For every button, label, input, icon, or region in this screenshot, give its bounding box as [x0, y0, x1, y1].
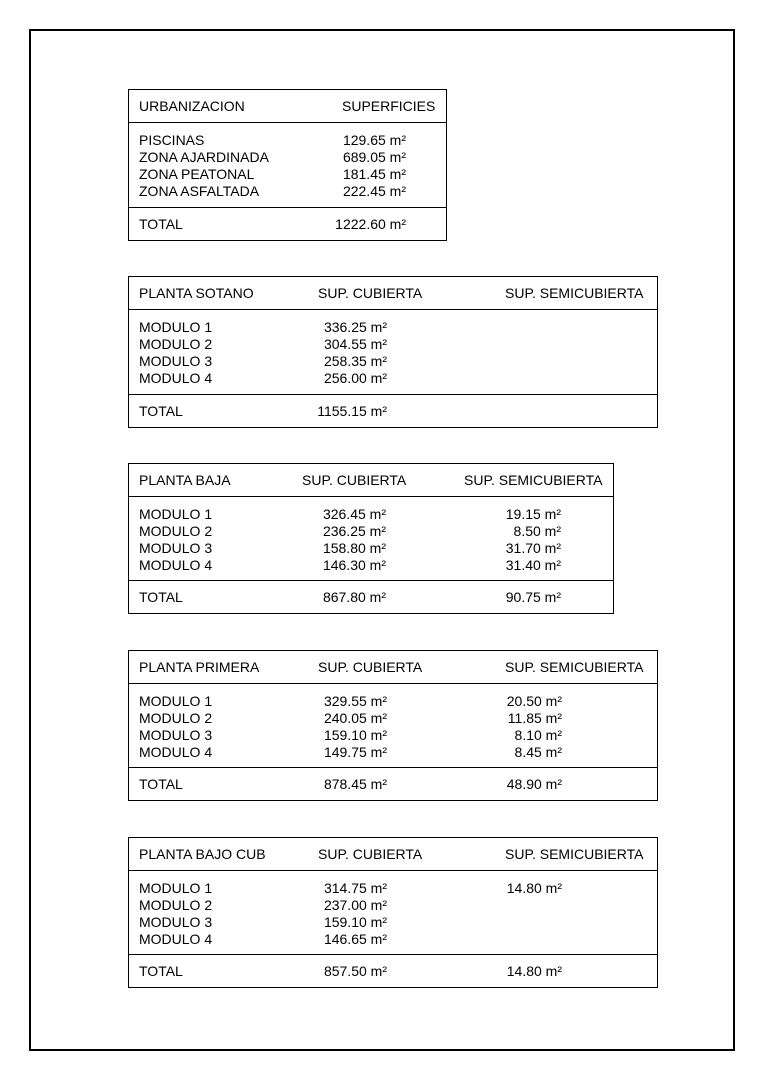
row-value: 222.45 m²: [342, 183, 406, 199]
total-cubierta: 867.80 m²: [322, 589, 386, 605]
table-footer: [129, 954, 657, 987]
row-cubierta: 329.55 m²: [323, 693, 387, 709]
row-cubierta: 158.80 m²: [322, 540, 386, 556]
header-planta: PLANTA SOTANO: [139, 285, 254, 301]
header-planta: PLANTA BAJA: [139, 472, 231, 488]
total-label: TOTAL: [139, 403, 183, 419]
row-label: MODULO 2: [139, 523, 213, 539]
row-semicubierta: 19.15 m²: [505, 506, 561, 522]
header-cubierta: SUP. CUBIERTA: [302, 472, 407, 488]
planta-baja-table: [128, 463, 614, 614]
row-label: MODULO 4: [139, 931, 213, 947]
header-semicubierta: SUP. SEMICUBIERTA: [505, 659, 644, 675]
total-label: TOTAL: [139, 963, 183, 979]
total-semicubierta: 48.90 m²: [506, 776, 562, 792]
row-cubierta: 336.25 m²: [323, 319, 387, 335]
table-footer: [129, 767, 657, 800]
row-label: MODULO 2: [139, 710, 213, 726]
header-semicubierta: SUP. SEMICUBIERTA: [505, 285, 644, 301]
row-label: ZONA AJARDINADA: [139, 149, 269, 165]
table-footer: [129, 394, 657, 427]
header-planta: PLANTA PRIMERA: [139, 659, 260, 675]
row-value: 689.05 m²: [342, 149, 406, 165]
row-cubierta: 159.10 m²: [323, 914, 387, 930]
total-semicubierta: 90.75 m²: [505, 589, 561, 605]
row-semicubierta: 8.10 m²: [514, 727, 562, 743]
row-cubierta: 159.10 m²: [323, 727, 387, 743]
row-label: ZONA ASFALTADA: [139, 183, 260, 199]
total-value: 1222.60 m²: [335, 216, 406, 232]
planta-primera-table: [128, 650, 658, 801]
total-cubierta: 857.50 m²: [323, 963, 387, 979]
header-planta: PLANTA BAJO CUB: [139, 846, 266, 862]
row-cubierta: 314.75 m²: [323, 880, 387, 896]
row-cubierta: 237.00 m²: [323, 897, 387, 913]
header-semicubierta: SUP. SEMICUBIERTA: [505, 846, 644, 862]
total-cubierta: 878.45 m²: [323, 776, 387, 792]
row-cubierta: 146.65 m²: [323, 931, 387, 947]
row-cubierta: 256.00 m²: [323, 370, 387, 386]
header-semicubierta: SUP. SEMICUBIERTA: [464, 472, 603, 488]
row-label: MODULO 3: [139, 540, 213, 556]
row-label: MODULO 3: [139, 914, 213, 930]
row-semicubierta: 11.85 m²: [507, 710, 562, 726]
planta-bajo-cub-table: [128, 837, 658, 988]
row-label: MODULO 4: [139, 744, 213, 760]
row-label: ZONA PEATONAL: [139, 166, 255, 182]
row-label: MODULO 1: [139, 319, 213, 335]
row-semicubierta: 31.70 m²: [505, 540, 561, 556]
row-semicubierta: 31.40 m²: [505, 557, 561, 573]
row-semicubierta: 14.80 m²: [506, 880, 562, 896]
total-label: TOTAL: [139, 589, 183, 605]
table-header: [129, 464, 613, 497]
table-header: [129, 90, 446, 123]
row-label: MODULO 1: [139, 693, 213, 709]
header-cubierta: SUP. CUBIERTA: [318, 659, 423, 675]
planta-sotano-table: [128, 276, 658, 428]
header-cubierta: SUP. CUBIERTA: [318, 285, 423, 301]
row-semicubierta: 20.50 m²: [506, 693, 562, 709]
table-header: [129, 838, 657, 871]
row-label: MODULO 2: [139, 897, 213, 913]
header-label: URBANIZACION: [139, 98, 245, 114]
urbanizacion-table: [128, 89, 447, 241]
row-semicubierta: 8.50 m²: [513, 523, 561, 539]
row-label: MODULO 3: [139, 353, 213, 369]
row-cubierta: 236.25 m²: [322, 523, 386, 539]
row-label: MODULO 1: [139, 880, 213, 896]
row-label: MODULO 4: [139, 370, 213, 386]
row-label: MODULO 3: [139, 727, 213, 743]
total-label: TOTAL: [139, 216, 183, 232]
row-cubierta: 258.35 m²: [323, 353, 387, 369]
row-semicubierta: 8.45 m²: [514, 744, 562, 760]
row-label: MODULO 4: [139, 557, 213, 573]
row-label: MODULO 1: [139, 506, 213, 522]
row-value: 129.65 m²: [342, 132, 406, 148]
row-cubierta: 149.75 m²: [323, 744, 387, 760]
row-label: MODULO 2: [139, 336, 213, 352]
row-cubierta: 146.30 m²: [322, 557, 386, 573]
row-value: 181.45 m²: [342, 166, 406, 182]
total-semicubierta: 14.80 m²: [506, 963, 562, 979]
total-label: TOTAL: [139, 776, 183, 792]
table-header: [129, 277, 657, 310]
header-cubierta: SUP. CUBIERTA: [318, 846, 423, 862]
header-superficies: SUPERFICIES: [342, 98, 436, 114]
table-footer: [129, 207, 446, 240]
row-cubierta: 304.55 m²: [323, 336, 387, 352]
row-label: PISCINAS: [139, 132, 205, 148]
total-cubierta: 1155.15 m²: [317, 403, 387, 419]
row-cubierta: 326.45 m²: [322, 506, 386, 522]
table-footer: [129, 580, 613, 613]
table-header: [129, 651, 657, 684]
row-cubierta: 240.05 m²: [323, 710, 387, 726]
